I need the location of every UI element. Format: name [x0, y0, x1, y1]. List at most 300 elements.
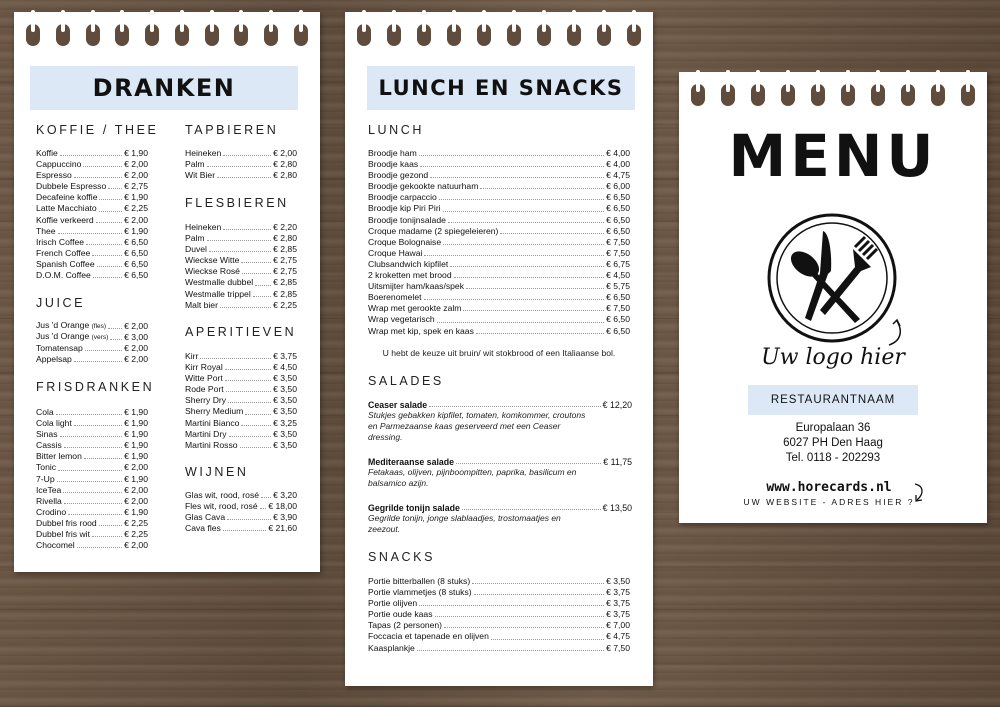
item-price: € 2,80	[273, 233, 297, 244]
dotted-leader	[417, 650, 604, 651]
dotted-leader	[463, 310, 604, 311]
menu-item	[185, 418, 297, 429]
dotted-leader	[86, 244, 122, 245]
item-name: Martini Bianco	[185, 417, 240, 428]
dotted-leader	[99, 211, 122, 212]
item-name: Foccacia et tapenade en olijven	[368, 631, 489, 642]
dotted-leader	[97, 266, 122, 267]
salad-description: Gegrilde tonijn, jonge slablaadjes, trostomaatjes en zeezout.	[368, 513, 561, 534]
menu-item	[36, 407, 148, 418]
menu-item	[36, 474, 148, 485]
dotted-leader	[99, 525, 122, 526]
item-price: € 2,00	[124, 170, 148, 181]
menu-item	[185, 384, 297, 395]
item-name: Wieckse Rosé	[185, 266, 240, 277]
item-price: € 4,00	[606, 148, 630, 158]
item-name: Malt bier	[185, 299, 218, 310]
frisdranken-list	[36, 407, 148, 551]
salad-item	[368, 455, 632, 489]
dotted-leader	[225, 369, 271, 370]
binder-hole	[264, 12, 278, 46]
item-price: € 1,90	[124, 225, 148, 236]
binder-hole	[175, 12, 189, 46]
binder-hole	[841, 72, 855, 106]
item-price: € 3,00	[124, 332, 148, 343]
menu-item	[36, 418, 148, 429]
dotted-leader	[200, 358, 271, 359]
binder-hole	[477, 12, 491, 46]
dotted-leader	[85, 350, 122, 351]
dotted-leader	[68, 514, 122, 515]
binder-hole	[751, 72, 765, 106]
dotted-leader	[96, 222, 122, 223]
dotted-leader	[500, 233, 604, 234]
binder-hole	[901, 72, 915, 106]
dotted-leader	[466, 288, 604, 289]
item-name: Sherry Medium	[185, 406, 244, 417]
lunch-panel	[345, 12, 653, 686]
dotted-leader	[223, 229, 271, 230]
binder-hole	[537, 12, 551, 46]
item-price: € 2,75	[273, 266, 297, 277]
tapbieren-list	[185, 148, 297, 181]
item-price: € 2,25	[124, 517, 148, 528]
dotted-leader	[462, 509, 601, 510]
item-price: € 5,75	[606, 281, 630, 292]
salad-row	[368, 398, 632, 410]
menu-item	[368, 281, 630, 292]
item-name: Dubbel fris rood	[36, 517, 97, 528]
item-name: Dubbele Espresso	[36, 181, 107, 192]
menu-item	[185, 148, 297, 159]
item-name: Cassis	[36, 440, 62, 451]
binder-hole	[721, 72, 735, 106]
menu-item	[36, 148, 148, 159]
menu-item	[368, 292, 630, 303]
salad-description: Stukjes gebakken kipfilet, tomaten, komkommer, croutons en Parmezaanse kaas geserveerd met een Ceaser dressing.	[368, 410, 586, 442]
item-price: € 6,00	[606, 181, 630, 192]
menu-item	[36, 192, 148, 203]
restaurant-name: RESTAURANTNAAM	[748, 385, 918, 415]
binder-hole	[357, 12, 371, 46]
item-name: 2 kroketten met brood	[368, 270, 452, 281]
menu-item	[368, 237, 630, 248]
dotted-leader	[83, 166, 122, 167]
menu-item	[36, 496, 148, 507]
item-price: € 6,75	[606, 258, 630, 269]
menu-item	[368, 576, 630, 587]
item-price: € 3,75	[606, 609, 630, 620]
website-url[interactable]: www.horecards.nl	[766, 480, 892, 495]
juice-list	[36, 321, 148, 365]
dotted-leader	[491, 639, 604, 640]
dotted-leader	[64, 503, 122, 504]
phone-number: Tel. 0118 - 202293	[785, 452, 881, 464]
item-price: € 7,50	[606, 303, 630, 314]
item-price: € 18,00	[268, 501, 297, 512]
dotted-leader	[217, 177, 271, 178]
item-name: Wit Bier	[185, 170, 216, 181]
item-price: € 2,25	[124, 529, 148, 540]
dotted-leader	[58, 470, 122, 471]
dotted-leader	[424, 255, 604, 256]
item-name: Clubsandwich kipfilet	[368, 258, 449, 269]
item-name: Westmalle trippel	[185, 288, 251, 299]
item-price: € 1,90	[124, 429, 148, 440]
dotted-leader	[444, 627, 604, 628]
item-price: € 1,90	[124, 407, 148, 417]
item-name: Palm	[185, 159, 205, 170]
item-name: Wrap met gerookte zalm	[368, 303, 462, 314]
item-name: Koffie	[36, 148, 58, 158]
menu-item	[368, 598, 630, 609]
item-price: € 6,50	[606, 314, 630, 325]
logo-placeholder-text: Uw logo hier	[761, 345, 905, 370]
menu-item	[185, 289, 297, 300]
dotted-leader	[223, 530, 266, 531]
item-price: € 3,25	[273, 417, 297, 428]
item-name: Westmalle dubbel	[185, 277, 254, 288]
salad-row	[368, 455, 632, 467]
item-size: (vers)	[91, 334, 109, 342]
salad-item	[368, 398, 632, 443]
item-name: Portie oude kaas	[368, 609, 433, 620]
item-price: € 2,00	[124, 159, 148, 170]
menu-item	[368, 270, 630, 281]
dotted-leader	[74, 361, 122, 362]
dotted-leader	[454, 277, 604, 278]
item-price: € 3,90	[273, 512, 297, 523]
item-name: IceTea	[36, 484, 62, 495]
item-name: Tonic	[36, 462, 57, 473]
item-name: Irisch Coffee	[36, 236, 85, 247]
item-name: Portie bitterballen (8 stuks)	[368, 576, 471, 586]
item-name: Heineken	[185, 148, 222, 158]
menu-item	[185, 222, 297, 233]
dotted-leader	[56, 414, 122, 415]
salad-row	[368, 501, 632, 513]
menu-item	[368, 181, 630, 192]
menu-item	[185, 373, 297, 384]
item-name: Fles wit, rood, rosé	[185, 501, 258, 512]
snacks-heading: SNACKS	[368, 550, 436, 564]
item-name: Espresso	[36, 170, 72, 181]
dotted-leader	[472, 583, 604, 584]
item-name: Dubbel fris wit	[36, 529, 90, 540]
item-price: € 3,50	[606, 576, 630, 586]
binder-holes	[345, 12, 653, 46]
item-price: € 2,80	[273, 159, 297, 170]
item-name: Broodje ham	[368, 148, 417, 158]
dotted-leader	[108, 328, 122, 329]
salad-name: Mediteraanse salade	[368, 457, 455, 467]
binder-hole	[115, 12, 129, 46]
item-price: € 3,50	[273, 428, 297, 439]
item-price: € 2,75	[124, 181, 148, 192]
dotted-leader	[439, 199, 604, 200]
menu-item	[36, 540, 148, 551]
item-name: Appelsap	[36, 354, 72, 365]
item-name: Uitsmijter ham/kaas/spek	[368, 281, 464, 292]
item-price: € 7,50	[606, 642, 630, 653]
address-line-2: 6027 PH Den Haag	[783, 437, 883, 449]
dotted-leader	[60, 436, 123, 437]
binder-hole	[86, 12, 100, 46]
menu-item	[36, 429, 148, 440]
item-price: € 6,50	[124, 270, 148, 281]
binder-hole	[811, 72, 825, 106]
menu-item	[36, 248, 148, 259]
item-price: € 1,90	[124, 418, 148, 429]
flesbieren-heading: FLESBIEREN	[185, 196, 289, 210]
menu-item	[185, 351, 297, 362]
flesbieren-list	[185, 222, 297, 311]
website-hint: UW WEBSITE - ADRES HIER ?	[743, 497, 915, 507]
binder-hole	[627, 12, 641, 46]
dotted-leader	[63, 492, 122, 493]
dotted-leader	[227, 519, 271, 520]
item-name: Broodje kip Piri Piri	[368, 203, 441, 214]
binder-holes	[679, 72, 987, 106]
menu-item	[368, 620, 630, 631]
menu-item	[185, 255, 297, 266]
frisdranken-heading: FRISDRANKEN	[36, 380, 155, 394]
dotted-leader	[450, 266, 604, 267]
item-size: (fles)	[91, 323, 107, 330]
binder-hole	[781, 72, 795, 106]
item-name: Croque Hawai	[368, 247, 423, 258]
item-price: € 6,50	[124, 258, 148, 269]
item-price: € 4,00	[606, 159, 630, 170]
item-name: Kirr Royal	[185, 362, 223, 373]
item-name: Cola	[36, 407, 54, 417]
dotted-leader	[207, 240, 272, 241]
item-name: Broodje gezond	[368, 170, 429, 181]
item-price: € 2,00	[124, 321, 148, 331]
item-price: € 3,20	[273, 490, 297, 500]
salad-name: Gegrilde tonijn salade	[368, 503, 460, 513]
item-name: Palm	[185, 233, 205, 244]
curved-arrow-icon	[883, 317, 907, 347]
item-name: Broodje kaas	[368, 159, 419, 170]
item-price: € 4,75	[606, 170, 630, 181]
dotted-leader	[220, 307, 271, 308]
item-name: Koffie verkeerd	[36, 214, 94, 225]
lunch-list	[368, 148, 630, 337]
menu-item	[185, 266, 297, 277]
item-price: € 3,50	[273, 406, 297, 417]
item-name: Martini Dry	[185, 428, 227, 439]
dotted-leader	[60, 155, 122, 156]
menu-item	[368, 159, 630, 170]
item-price: € 3,50	[273, 373, 297, 384]
item-price: € 6,50	[606, 214, 630, 225]
binder-hole	[56, 12, 70, 46]
menu-item	[368, 587, 630, 598]
dotted-leader	[474, 594, 604, 595]
menu-item	[368, 148, 630, 159]
dotted-leader	[260, 508, 267, 509]
menu-item	[36, 159, 148, 170]
item-price: € 3,75	[606, 598, 630, 609]
item-name: Martini Rosso	[185, 439, 238, 450]
menu-item	[36, 451, 148, 462]
menu-item	[185, 429, 297, 440]
dotted-leader	[74, 177, 122, 178]
menu-item	[185, 406, 297, 417]
item-name: Kirr	[185, 351, 199, 361]
item-name: Broodje tonijnsalade	[368, 214, 446, 225]
item-price: € 7,50	[606, 247, 630, 258]
menu-item	[185, 300, 297, 311]
item-name: Latte Macchiato	[36, 203, 97, 214]
item-name: Portie olijven	[368, 598, 418, 609]
juice-heading: JUICE	[36, 296, 86, 310]
dotted-leader	[419, 155, 604, 156]
dotted-leader	[419, 605, 604, 606]
dotted-leader	[420, 166, 604, 167]
dotted-leader	[226, 391, 271, 392]
cutlery-logo-icon	[765, 211, 899, 345]
item-price: € 1,90	[124, 451, 148, 462]
dotted-leader	[74, 425, 122, 426]
item-name: Witte Port	[185, 373, 223, 384]
menu-item	[36, 170, 148, 181]
menu-item	[185, 395, 297, 406]
item-name: Decafeine koffie	[36, 192, 98, 203]
dotted-leader	[437, 322, 604, 323]
dotted-leader	[261, 497, 271, 498]
menu-item	[185, 440, 297, 451]
item-price: € 2,20	[273, 222, 297, 232]
menu-item	[368, 192, 630, 203]
item-price: € 2,75	[273, 255, 297, 266]
dranken-title: DRANKEN	[30, 66, 298, 110]
menu-item	[368, 609, 630, 620]
menu-item	[368, 259, 630, 270]
dotted-leader	[240, 447, 272, 448]
menu-item	[185, 362, 297, 373]
menu-item	[185, 501, 297, 512]
item-name: Chocomel	[36, 540, 75, 551]
binder-hole	[567, 12, 581, 46]
item-price: € 2,00	[124, 484, 148, 495]
item-name: Crodino	[36, 506, 67, 517]
item-price: € 2,25	[124, 203, 148, 214]
menu-item	[36, 354, 148, 365]
menu-item	[185, 523, 297, 534]
wijnen-heading: WIJNEN	[185, 465, 249, 479]
dotted-leader	[480, 188, 604, 189]
dotted-leader	[241, 262, 271, 263]
menu-item	[36, 518, 148, 529]
item-price: € 1,90	[124, 148, 148, 158]
binder-hole	[417, 12, 431, 46]
item-name: Duvel	[185, 244, 207, 255]
item-name: Heineken	[185, 222, 222, 232]
menu-item	[36, 237, 148, 248]
item-price: € 4,75	[606, 631, 630, 642]
dotted-leader	[241, 425, 271, 426]
item-price: € 2,25	[273, 299, 297, 310]
dotted-leader	[228, 402, 271, 403]
menu-item	[36, 215, 148, 226]
dotted-leader	[108, 188, 122, 189]
binder-hole	[597, 12, 611, 46]
menu-item	[36, 529, 148, 540]
menu-item	[36, 440, 148, 451]
item-price: € 6,50	[606, 325, 630, 336]
item-name: Spanish Coffee	[36, 258, 95, 269]
item-price: € 3,75	[606, 587, 630, 598]
menu-item	[185, 512, 297, 523]
item-price: € 2,85	[273, 244, 297, 255]
wijnen-list	[185, 490, 297, 534]
dotted-leader	[99, 199, 122, 200]
item-price: € 4,50	[606, 270, 630, 281]
salad-price: € 12,20	[602, 400, 632, 410]
item-name: Wrap met kip, spek en kaas	[368, 325, 474, 336]
item-name: Glas Cava	[185, 512, 226, 523]
salad-description: Fetakaas, olijven, pijnboompitten, paprika, basilicum en balsamico azijn.	[368, 467, 577, 488]
menu-item	[368, 326, 630, 337]
binder-hole	[145, 12, 159, 46]
item-price: € 2,00	[124, 354, 148, 365]
item-name: Bitter lemon	[36, 451, 82, 462]
binder-hole	[447, 12, 461, 46]
item-name: Cava fles	[185, 523, 221, 534]
salad-name: Ceaser salade	[368, 400, 428, 410]
cover-panel	[679, 72, 987, 523]
binder-hole	[294, 12, 308, 46]
item-name: Thee	[36, 225, 56, 236]
menu-item	[36, 226, 148, 237]
binder-hole	[234, 12, 248, 46]
menu-item	[36, 485, 148, 496]
item-price: € 6,50	[124, 236, 148, 247]
dotted-leader	[242, 273, 271, 274]
dotted-leader	[456, 463, 601, 464]
menu-item	[368, 215, 630, 226]
binder-hole	[507, 12, 521, 46]
item-price: € 4,50	[273, 362, 297, 373]
item-name: Wrap vegetarisch	[368, 314, 435, 325]
salades-heading: SALADES	[368, 374, 444, 388]
item-name: Croque madame (2 spiegeleieren)	[368, 225, 499, 236]
menu-item	[36, 259, 148, 270]
item-price: € 7,00	[606, 620, 630, 631]
item-name: Sinas	[36, 429, 58, 440]
item-price: € 6,50	[606, 225, 630, 236]
item-price: € 6,50	[124, 247, 148, 258]
item-price: € 2,00	[124, 540, 148, 551]
item-name: Tapas (2 personen)	[368, 620, 443, 631]
item-name: Jus 'd Orange (fles)	[36, 320, 107, 330]
menu-item	[368, 170, 630, 181]
item-name: D.O.M. Coffee	[36, 270, 91, 281]
item-name: Kaasplankje	[368, 642, 415, 653]
item-name: Broodje gekookte natuurham	[368, 181, 479, 192]
item-price: € 2,80	[273, 170, 297, 181]
item-price: € 6,50	[606, 192, 630, 203]
dotted-leader	[253, 296, 271, 297]
dotted-leader	[448, 222, 604, 223]
tapbieren-heading: TAPBIEREN	[185, 123, 279, 137]
dotted-leader	[229, 436, 272, 437]
item-price: € 3,50	[273, 384, 297, 395]
dotted-leader	[430, 177, 604, 178]
dranken-panel	[14, 12, 320, 572]
